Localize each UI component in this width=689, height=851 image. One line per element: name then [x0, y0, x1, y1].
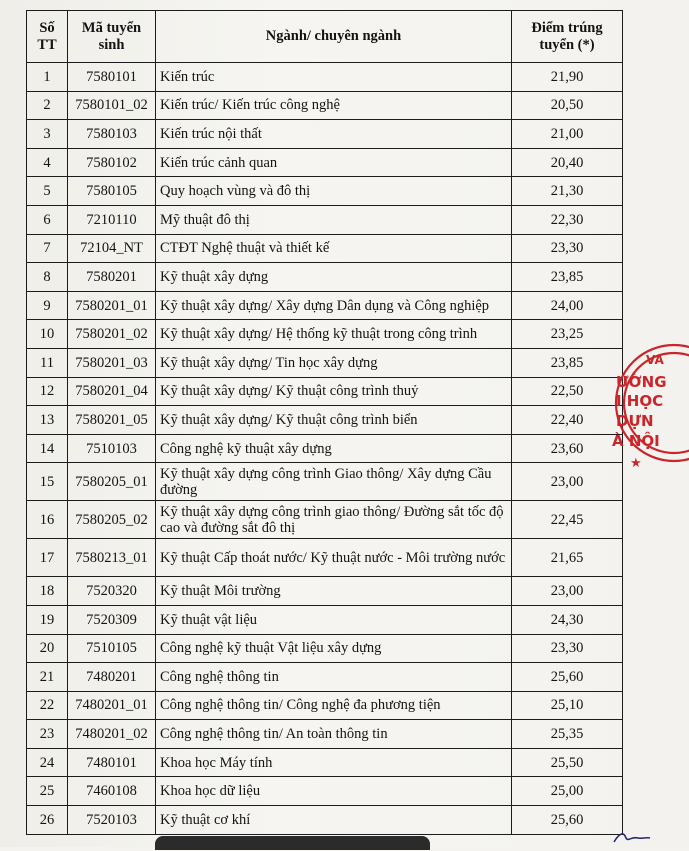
cell-score: 23,25 — [512, 320, 623, 349]
cell-score: 23,30 — [512, 234, 623, 263]
cell-score: 23,00 — [512, 463, 623, 501]
cell-major: Kiến trúc — [156, 63, 512, 92]
table-row — [27, 577, 623, 606]
cell-stt: 4 — [27, 148, 68, 177]
table-row — [27, 406, 623, 435]
cell-code: 7580101_02 — [68, 91, 156, 120]
cell-score: 25,00 — [512, 777, 623, 806]
cell-stt: 18 — [27, 577, 68, 606]
cell-major: Công nghệ thông tin — [156, 663, 512, 692]
table-row — [27, 348, 623, 377]
stamp-text: VA — [646, 353, 664, 367]
cell-score: 21,30 — [512, 177, 623, 206]
stamp-text: ƯỜNG — [616, 373, 667, 391]
cell-score: 22,40 — [512, 406, 623, 435]
cell-major: Kỹ thuật Cấp thoát nước/ Kỹ thuật nước - Môi trường nước — [156, 539, 512, 577]
cell-stt: 6 — [27, 205, 68, 234]
cell-major: Công nghệ kỹ thuật xây dựng — [156, 434, 512, 463]
table-row — [27, 320, 623, 349]
cell-code: 7580201_03 — [68, 348, 156, 377]
university-seal-stamp — [606, 333, 689, 473]
cell-major: Mỹ thuật đô thị — [156, 205, 512, 234]
table-row — [27, 539, 623, 577]
cell-score: 23,85 — [512, 263, 623, 292]
cell-stt: 1 — [27, 63, 68, 92]
cell-major: Kỹ thuật xây dựng — [156, 263, 512, 292]
admission-score-table — [26, 10, 623, 835]
cell-score: 21,00 — [512, 120, 623, 149]
table-row — [27, 205, 623, 234]
cell-stt: 17 — [27, 539, 68, 577]
cell-major: Kỹ thuật xây dựng/ Kỹ thuật công trình biển — [156, 406, 512, 435]
cell-major: CTĐT Nghệ thuật và thiết kế — [156, 234, 512, 263]
table-row — [27, 663, 623, 692]
header-major: Ngành/ chuyên ngành — [156, 11, 512, 63]
cell-major: Kiến trúc/ Kiến trúc công nghệ — [156, 91, 512, 120]
cell-major: Kỹ thuật xây dựng/ Hệ thống kỹ thuật trong công trình — [156, 320, 512, 349]
cell-stt: 7 — [27, 234, 68, 263]
cell-major: Công nghệ kỹ thuật Vật liệu xây dựng — [156, 634, 512, 663]
cell-stt: 5 — [27, 177, 68, 206]
table-row — [27, 91, 623, 120]
cell-code: 7580205_02 — [68, 501, 156, 539]
table-row — [27, 120, 623, 149]
cell-major: Công nghệ thông tin/ An toàn thông tin — [156, 720, 512, 749]
cell-code: 7510105 — [68, 634, 156, 663]
cell-code: 7210110 — [68, 205, 156, 234]
cell-major: Kỹ thuật xây dựng/ Xây dựng Dân dụng và Công nghiệp — [156, 291, 512, 320]
bottom-overlay-bar — [155, 836, 430, 850]
header-stt: Số TT — [27, 11, 68, 63]
cell-code: 7520309 — [68, 605, 156, 634]
cell-stt: 13 — [27, 406, 68, 435]
cell-score: 20,50 — [512, 91, 623, 120]
cell-stt: 12 — [27, 377, 68, 406]
cell-score: 23,85 — [512, 348, 623, 377]
cell-score: 22,50 — [512, 377, 623, 406]
cell-score: 24,00 — [512, 291, 623, 320]
table-row — [27, 377, 623, 406]
cell-code: 7520320 — [68, 577, 156, 606]
signature-mark — [612, 826, 652, 846]
table-row — [27, 177, 623, 206]
table-row — [27, 634, 623, 663]
cell-stt: 8 — [27, 263, 68, 292]
cell-major: Kỹ thuật Môi trường — [156, 577, 512, 606]
stamp-text: DỰN — [616, 412, 654, 430]
cell-major: Khoa học Máy tính — [156, 748, 512, 777]
cell-code: 7460108 — [68, 777, 156, 806]
cell-code: 7520103 — [68, 806, 156, 835]
cell-code: 7580103 — [68, 120, 156, 149]
cell-code: 7480201 — [68, 663, 156, 692]
cell-score: 25,35 — [512, 720, 623, 749]
table-row — [27, 806, 623, 835]
cell-major: Kỹ thuật vật liệu — [156, 605, 512, 634]
cell-major: Khoa học dữ liệu — [156, 777, 512, 806]
cell-score: 23,00 — [512, 577, 623, 606]
table-row — [27, 691, 623, 720]
cell-stt: 10 — [27, 320, 68, 349]
table-row — [27, 720, 623, 749]
cell-score: 23,30 — [512, 634, 623, 663]
stamp-text: À NỘI — [612, 432, 660, 450]
cell-code: 7580101 — [68, 63, 156, 92]
cell-score: 23,60 — [512, 434, 623, 463]
cell-score: 21,65 — [512, 539, 623, 577]
table-row — [27, 777, 623, 806]
cell-score: 22,30 — [512, 205, 623, 234]
cell-code: 7580201_04 — [68, 377, 156, 406]
cell-code: 7580205_01 — [68, 463, 156, 501]
cell-major: Quy hoạch vùng và đô thị — [156, 177, 512, 206]
table-row — [27, 291, 623, 320]
cell-major: Kỹ thuật xây dựng công trình Giao thông/ Xây dựng Cầu đường — [156, 463, 512, 501]
cell-code: 7580201_01 — [68, 291, 156, 320]
cell-code: 7580213_01 — [68, 539, 156, 577]
cell-code: 7580105 — [68, 177, 156, 206]
cell-score: 20,40 — [512, 148, 623, 177]
cell-major: Kiến trúc cảnh quan — [156, 148, 512, 177]
cell-stt: 3 — [27, 120, 68, 149]
table-row — [27, 263, 623, 292]
cell-stt: 11 — [27, 348, 68, 377]
cell-major: Kỹ thuật cơ khí — [156, 806, 512, 835]
cell-stt: 26 — [27, 806, 68, 835]
table-row — [27, 148, 623, 177]
table-row — [27, 501, 623, 539]
header-score: Điểm trúng tuyển (*) — [512, 11, 623, 63]
cell-code: 72104_NT — [68, 234, 156, 263]
cell-stt: 9 — [27, 291, 68, 320]
cell-score: 25,50 — [512, 748, 623, 777]
cell-code: 7480201_01 — [68, 691, 156, 720]
stamp-text: ★ — [630, 456, 642, 471]
cell-major: Kiến trúc nội thất — [156, 120, 512, 149]
cell-stt: 15 — [27, 463, 68, 501]
cell-major: Kỹ thuật xây dựng/ Tin học xây dựng — [156, 348, 512, 377]
table-row — [27, 434, 623, 463]
table-row — [27, 748, 623, 777]
cell-stt: 21 — [27, 663, 68, 692]
cell-stt: 16 — [27, 501, 68, 539]
cell-score: 25,60 — [512, 663, 623, 692]
table-row — [27, 234, 623, 263]
cell-major: Công nghệ thông tin/ Công nghệ đa phương tiện — [156, 691, 512, 720]
table-row — [27, 605, 623, 634]
cell-score: 24,30 — [512, 605, 623, 634]
cell-stt: 23 — [27, 720, 68, 749]
cell-score: 25,60 — [512, 806, 623, 835]
cell-stt: 19 — [27, 605, 68, 634]
cell-stt: 20 — [27, 634, 68, 663]
table-header-row — [27, 11, 623, 63]
cell-code: 7480101 — [68, 748, 156, 777]
cell-stt: 14 — [27, 434, 68, 463]
cell-code: 7580201_05 — [68, 406, 156, 435]
cell-stt: 24 — [27, 748, 68, 777]
cell-code: 7580201 — [68, 263, 156, 292]
cell-major: Kỹ thuật xây dựng/ Kỹ thuật công trình thuỷ — [156, 377, 512, 406]
cell-stt: 25 — [27, 777, 68, 806]
cell-code: 7480201_02 — [68, 720, 156, 749]
cell-stt: 2 — [27, 91, 68, 120]
cell-score: 22,45 — [512, 501, 623, 539]
cell-score: 21,90 — [512, 63, 623, 92]
cell-score: 25,10 — [512, 691, 623, 720]
table-row — [27, 463, 623, 501]
cell-major: Kỹ thuật xây dựng công trình giao thông/ Đường sắt tốc độ cao và đường sắt đô thị — [156, 501, 512, 539]
cell-code: 7580102 — [68, 148, 156, 177]
cell-code: 7580201_02 — [68, 320, 156, 349]
cell-stt: 22 — [27, 691, 68, 720]
header-code: Mã tuyển sinh — [68, 11, 156, 63]
table-row — [27, 63, 623, 92]
cell-code: 7510103 — [68, 434, 156, 463]
stamp-text: I HỌC — [616, 392, 664, 410]
